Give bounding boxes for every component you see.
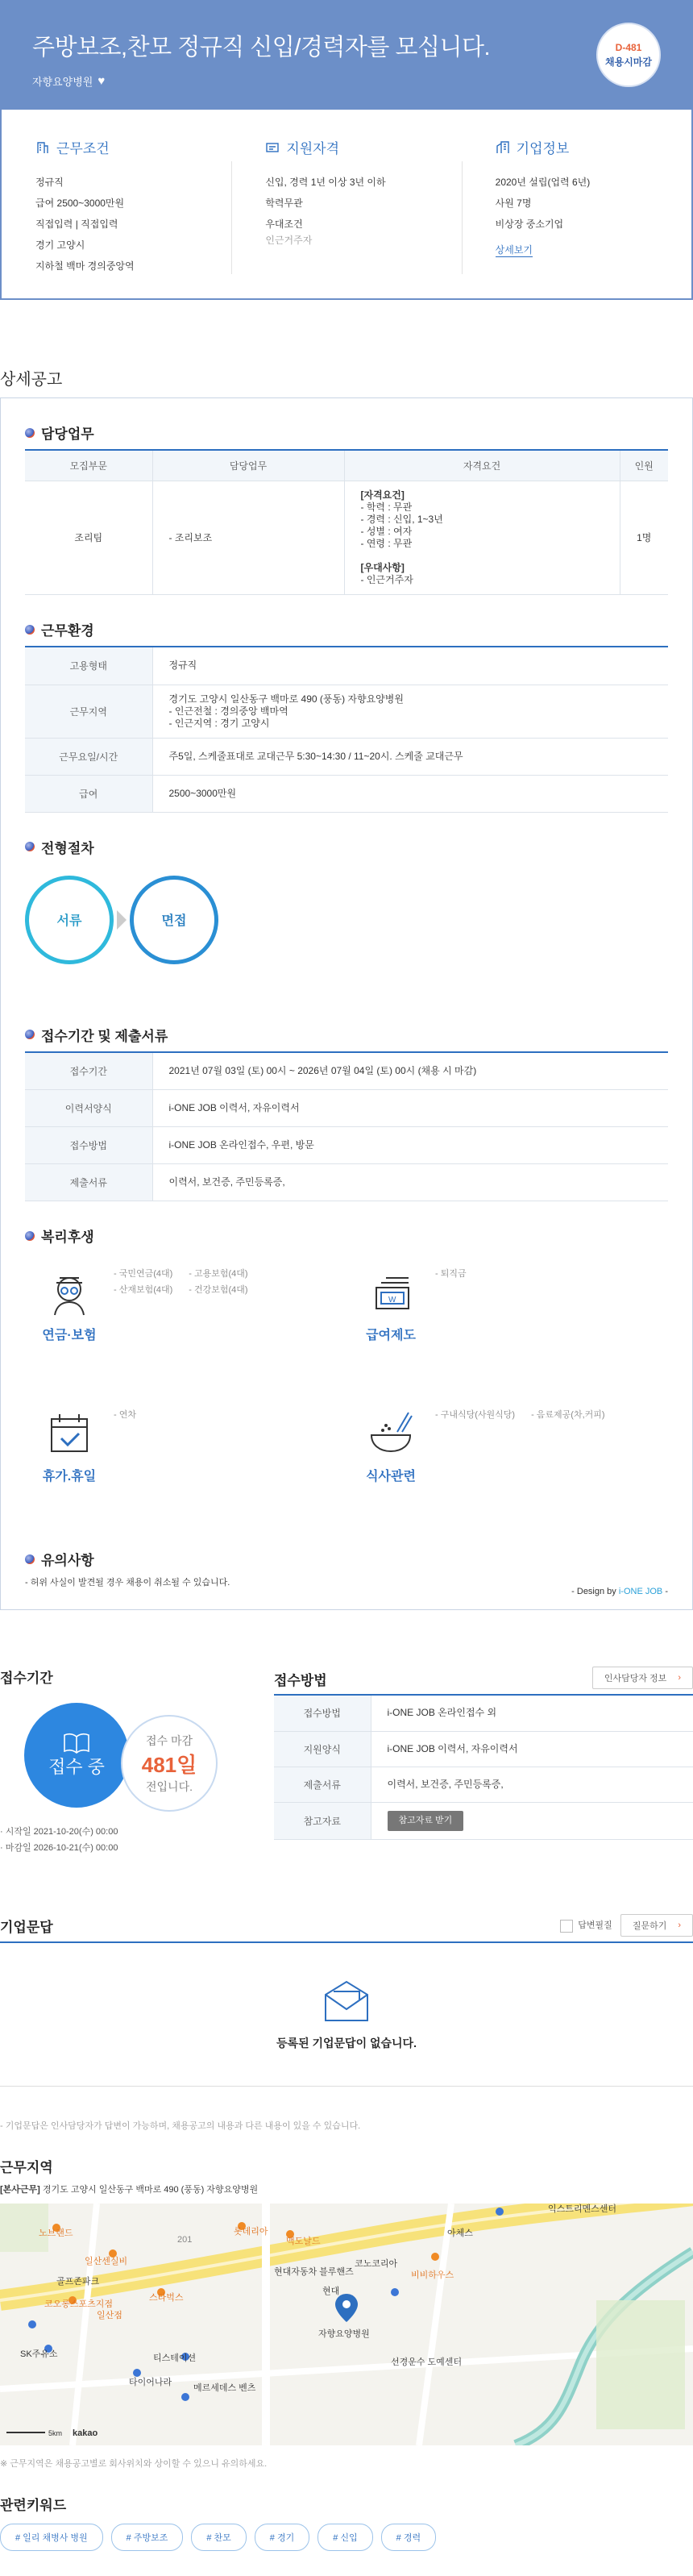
salary-wallet-icon <box>365 1267 417 1318</box>
env-key: 급여 <box>25 775 152 812</box>
welfare-label: 급여제도 <box>366 1329 416 1342</box>
map-label: 코오롱스포츠지점 <box>44 2299 114 2309</box>
req-line: - 학력 : 무관 <box>360 501 413 513</box>
company-line <box>32 73 693 89</box>
env-key: 고용형태 <box>25 647 152 685</box>
duty-heading <box>25 422 668 451</box>
rice-bowl-icon <box>365 1408 417 1459</box>
method-key: 접수방법 <box>274 1696 371 1731</box>
bullet-icon <box>25 1030 35 1039</box>
welfare-icon-box <box>25 1408 114 1549</box>
process-steps <box>25 864 668 976</box>
building-icon <box>35 140 50 155</box>
qa-empty-state <box>0 1943 693 2087</box>
location-map[interactable] <box>0 2204 693 2445</box>
env-key: 근무요일/시간 <box>25 738 152 775</box>
welfare-title: 복리후생 <box>41 1230 94 1245</box>
answered-filter[interactable] <box>560 1918 612 1932</box>
duty-table <box>25 451 668 595</box>
method-head <box>274 1667 693 1696</box>
deadline-label: 접수 마감 <box>146 1733 193 1747</box>
env-line: - 인근지역 : 경기 고양시 <box>168 717 270 729</box>
col-header: 담당업무 <box>152 451 344 481</box>
keyword-tag[interactable]: # 경기 <box>255 2524 309 2551</box>
apply-key: 접수방법 <box>25 1127 152 1164</box>
map-canvas[interactable] <box>0 2204 693 2445</box>
welfare-item: - 퇴직금 <box>435 1269 467 1279</box>
env-line: - 인근전철 : 경의중앙 백마역 <box>168 705 288 717</box>
apply-title: 접수기간 및 제출서류 <box>41 1028 168 1044</box>
method-key: 제출서류 <box>274 1767 371 1802</box>
apply-value: 이력서, 보건증, 주민등록증, <box>152 1164 668 1201</box>
design-brand: i-ONE JOB <box>618 1587 663 1596</box>
welfare-item: - 산재보험(4대) <box>114 1285 173 1295</box>
welfare-item: - 연차 <box>114 1410 136 1420</box>
start-date: · 시작일 2021-10-20(수) 00:00 <box>0 1827 118 1837</box>
map-label: 티스테이션 <box>153 2353 197 2363</box>
qualification-item: 학력무관 <box>265 198 303 209</box>
qa-title: 기업문답 <box>0 1919 53 1935</box>
map-label: 골프존파크 <box>56 2277 100 2287</box>
env-value: 주5일, 스케줄표대로 교대근무 5:30~14:30 / 11~20시. 스케줄 교대근무 <box>152 738 668 775</box>
period-title: 접수기간 <box>0 1671 53 1686</box>
map-brand: kakao <box>73 2428 98 2438</box>
job-header <box>0 0 693 110</box>
welfare-heading <box>25 1226 668 1252</box>
process-step: 면접 <box>130 876 218 964</box>
period-circles <box>0 1695 226 1816</box>
qa-empty-text: 등록된 기업문답이 없습니다. <box>276 2036 417 2050</box>
req-title: [자격요건] <box>360 489 405 501</box>
bullet-icon <box>25 1554 35 1564</box>
welfare-icon-box <box>25 1267 114 1408</box>
condition-item: 급여 2500~3000만원 <box>35 198 125 209</box>
company-title: 기업정보 <box>516 141 570 156</box>
map-label: 201 <box>177 2235 193 2245</box>
col-header: 자격요건 <box>344 451 620 481</box>
svg-text:W: W <box>388 1296 396 1305</box>
design-credit <box>571 1575 668 1596</box>
welfare-group <box>25 1408 346 1549</box>
pref-title: [우대사항] <box>360 562 405 573</box>
notice-row <box>25 1575 668 1596</box>
job-title: 주방보조,찬모 정규직 신입/경력자를 모십니다. <box>32 35 491 60</box>
table-row <box>274 1731 693 1767</box>
welfare-icon-box <box>346 1408 435 1549</box>
table-row <box>25 685 668 738</box>
condition-item: 지하철 백마 경의중앙역 <box>35 260 135 272</box>
map-label: 노브랜드 <box>39 2229 73 2238</box>
dday-label: 채용시마감 <box>605 56 652 68</box>
map-label: 선경운수 도예센터 <box>391 2358 463 2367</box>
duty-requirements <box>344 481 620 595</box>
apply-period <box>0 1667 226 1856</box>
duty-dept: 조리팀 <box>25 481 152 595</box>
method-value: i-ONE JOB 온라인접수 외 <box>371 1696 693 1731</box>
map-label: 현대자동차 블루핸즈 <box>274 2267 354 2277</box>
duty-title: 담당업무 <box>41 427 94 442</box>
pension-person-icon <box>44 1267 95 1318</box>
duty-task: - 조리보조 <box>152 481 344 595</box>
location-address-line <box>0 2183 693 2195</box>
env-title: 근무환경 <box>41 623 94 639</box>
apply-section <box>0 1667 693 1856</box>
deadline-suffix: 전입니다. <box>146 1779 193 1793</box>
deadline-days: 481일 <box>141 1752 197 1777</box>
apply-key: 접수기간 <box>25 1053 152 1090</box>
welfare-list <box>114 1267 299 1408</box>
env-key: 근무지역 <box>25 685 152 738</box>
qualification-item: 신입, 경력 1년 이상 3년 이하 <box>265 177 386 188</box>
company-item: 사원 7명 <box>495 198 532 209</box>
duty-count: 1명 <box>620 481 668 595</box>
dday-badge <box>596 23 661 87</box>
map-label: 자향요양병원 <box>318 2329 370 2339</box>
conditions-title: 근무조건 <box>56 141 110 156</box>
id-card-icon <box>265 140 280 155</box>
method-value <box>371 1802 693 1839</box>
map-scale: 5km <box>48 2429 63 2437</box>
bullet-icon <box>25 842 35 851</box>
ask-label: 질문하기 <box>632 1921 667 1931</box>
welfare-group <box>346 1408 668 1549</box>
table-row <box>274 1696 693 1731</box>
req-line: - 경력 : 신입, 1~3년 <box>360 514 443 525</box>
env-value <box>152 685 668 738</box>
welfare-grid <box>25 1252 668 1549</box>
qualification-item: 우대조건 <box>265 218 303 230</box>
table-row <box>274 1802 693 1839</box>
dday-count: D-481 <box>615 41 642 53</box>
bullet-icon <box>25 625 35 635</box>
apply-key: 제출서류 <box>25 1164 152 1201</box>
chevron-right-icon: › <box>678 1921 681 1930</box>
design-suffix: - <box>662 1587 668 1596</box>
env-value: 정규직 <box>152 647 668 685</box>
welfare-group <box>25 1267 346 1408</box>
table-row <box>25 647 668 685</box>
table-row <box>25 1090 668 1127</box>
company-heading <box>496 137 659 157</box>
book-icon <box>63 1733 90 1754</box>
envelope-icon <box>321 1979 372 2024</box>
heart-icon[interactable]: ♥ <box>98 74 106 88</box>
notice-text: - 허위 사실이 발견될 경우 채용이 취소될 수 있습니다. <box>25 1578 230 1588</box>
company-link[interactable]: 자향요양병원 <box>32 76 93 88</box>
keyword-list <box>0 2524 693 2551</box>
table-row <box>25 775 668 812</box>
process-step: 서류 <box>25 876 114 964</box>
qualifications-heading <box>265 137 429 157</box>
detail-box <box>0 397 693 1610</box>
period-dates <box>0 1824 226 1856</box>
bullet-icon <box>25 1231 35 1241</box>
deadline-circle <box>121 1715 218 1812</box>
welfare-list <box>114 1408 299 1549</box>
conditions-list <box>35 172 199 277</box>
summary-box <box>0 110 693 300</box>
bullet-icon <box>25 428 35 438</box>
condition-item: 정규직 <box>35 177 64 188</box>
condition-item: 경기 고양시 <box>35 239 85 251</box>
qa-section <box>0 1914 693 2132</box>
apply-method <box>274 1667 693 1856</box>
answered-label: 답변필질 <box>578 1921 612 1931</box>
apply-table <box>25 1053 668 1202</box>
welfare-label: 식사관련 <box>366 1470 416 1484</box>
welfare-label: 휴가.휴일 <box>42 1470 97 1484</box>
keyword-tag[interactable]: # 일리 채병사 병원 <box>0 2524 103 2551</box>
keywords-section <box>0 2494 693 2551</box>
env-heading <box>25 619 668 647</box>
welfare-label: 연금·보험 <box>42 1329 97 1342</box>
req-line: - 연령 : 무관 <box>360 538 413 549</box>
table-row <box>25 481 668 595</box>
welfare-list <box>435 1408 620 1549</box>
keywords-title: 관련키워드 <box>0 2498 67 2513</box>
table-row <box>25 738 668 775</box>
map-label: 메르세데스 벤츠 <box>193 2383 256 2393</box>
map-label: 현대 <box>322 2287 340 2296</box>
env-line: 경기도 고양시 일산동구 백마로 490 (풍동) 자향요양병원 <box>168 693 404 705</box>
map-label: 일산센실비 <box>85 2257 128 2266</box>
pref-line: - 인근거주자 <box>360 574 413 585</box>
keyword-tag[interactable]: # 주방보조 <box>111 2524 184 2551</box>
summary-conditions <box>2 137 231 298</box>
apply-value: 2021년 07월 03일 (토) 00시 ~ 2026년 07월 04일 (토) 00시 (채용 시 마감) <box>152 1053 668 1090</box>
company-list <box>496 172 659 235</box>
method-value: 이력서, 보건증, 주민등록증, <box>371 1767 693 1802</box>
summary-company <box>462 137 691 298</box>
location-label: [본사근무] <box>0 2185 40 2195</box>
apply-key: 이력서양식 <box>25 1090 152 1127</box>
method-table <box>274 1696 693 1840</box>
qualifications-list <box>265 172 429 246</box>
map-label: 비비하우스 <box>411 2270 454 2280</box>
map-label: 코노코리아 <box>355 2259 398 2269</box>
end-date: · 마감일 2026-10-21(수) 00:00 <box>0 1843 118 1853</box>
col-header: 인원 <box>620 451 668 481</box>
hr-contact-button[interactable] <box>592 1667 693 1689</box>
welfare-group <box>346 1267 668 1408</box>
chevron-right-icon <box>117 910 127 930</box>
location-section <box>0 2156 693 2470</box>
company-item: 2020년 설립(업력 6년) <box>495 177 591 188</box>
checkbox[interactable] <box>560 1920 573 1933</box>
apply-value: i-ONE JOB 이력서, 자유이력서 <box>152 1090 668 1127</box>
welfare-icon-box <box>346 1267 435 1408</box>
hr-contact-label: 인사담당자 정보 <box>604 1674 667 1683</box>
reference-download-button[interactable]: 참고자료 받기 <box>388 1811 464 1831</box>
status-circle <box>24 1703 129 1808</box>
status-text: 접수 중 <box>48 1756 105 1777</box>
detail-heading: 상세공고 <box>0 371 63 389</box>
welfare-item: - 구내식당(사원식당) <box>435 1410 516 1420</box>
location-title: 근무지역 <box>0 2160 53 2175</box>
table-row <box>25 1127 668 1164</box>
summary-qualifications <box>231 137 461 298</box>
map-label: 아체스 <box>447 2229 473 2238</box>
welfare-item: - 국민연금(4대) <box>114 1269 173 1279</box>
notice-heading <box>25 1549 668 1575</box>
table-row <box>274 1767 693 1802</box>
method-key: 지원양식 <box>274 1731 371 1767</box>
company-item: 비상장 중소기업 <box>495 218 564 230</box>
process-title: 전형절차 <box>41 840 94 856</box>
map-label: 타이어나라 <box>129 2378 172 2387</box>
notice-title: 유의사항 <box>41 1553 94 1568</box>
apply-value: i-ONE JOB 온라인접수, 우편, 방문 <box>152 1127 668 1164</box>
map-label: 일산점 <box>97 2311 122 2320</box>
location-note: ※ 근무지역은 채용공고별로 회사위치와 상이할 수 있으니 유의하세요. <box>0 2459 268 2469</box>
company-icon <box>496 140 510 155</box>
env-table <box>25 647 668 813</box>
method-title: 접수방법 <box>274 1673 327 1688</box>
apply-heading <box>25 1025 668 1053</box>
qa-note: - 기업문답은 인사담당자가 답변이 가능하며, 채용공고의 내용과 다른 내용이 있을 수 있습니다. <box>0 2121 361 2131</box>
chevron-right-icon: › <box>678 1673 681 1683</box>
process-heading <box>25 837 668 864</box>
condition-item: 직접입력 | 직접입력 <box>35 218 118 230</box>
col-header: 모집부문 <box>25 451 152 481</box>
welfare-item: - 고용보험(4대) <box>189 1269 248 1279</box>
location-address: 경기도 고양시 일산동구 백마로 490 (풍동) 자향요양병원 <box>42 2185 259 2195</box>
calendar-check-icon <box>44 1408 95 1459</box>
welfare-item: - 건강보험(4대) <box>189 1285 248 1295</box>
method-value: i-ONE JOB 이력서, 자유이력서 <box>371 1731 693 1767</box>
design-prefix: - Design by <box>571 1587 619 1596</box>
welfare-item: - 음료제공(차,커피) <box>531 1410 605 1420</box>
keyword-tag[interactable]: # 찬모 <box>191 2524 246 2551</box>
keyword-tag[interactable]: # 신입 <box>317 2524 372 2551</box>
welfare-list <box>435 1267 620 1408</box>
ask-question-button[interactable] <box>620 1914 693 1937</box>
map-label: SK주유소 <box>20 2349 58 2359</box>
table-header-row <box>25 451 668 481</box>
map-label: 익스트리멘스센터 <box>548 2204 617 2214</box>
qa-head <box>0 1914 693 1943</box>
company-more-link[interactable]: 상세보기 <box>495 244 533 256</box>
table-row <box>25 1053 668 1090</box>
req-line: - 성별 : 여자 <box>360 526 413 537</box>
qa-tools <box>560 1914 693 1937</box>
table-row <box>25 1164 668 1201</box>
qualification-muted: 인근거주자 <box>265 235 313 246</box>
env-value: 2500~3000만원 <box>152 775 668 812</box>
keyword-tag[interactable]: # 경력 <box>381 2524 436 2551</box>
map-label: 맥도날드 <box>286 2237 321 2246</box>
map-label: 롯데리아 <box>234 2227 268 2237</box>
conditions-heading <box>35 137 199 157</box>
method-key: 참고자료 <box>274 1802 371 1839</box>
map-label: 스타벅스 <box>149 2293 184 2303</box>
qualifications-title: 지원자격 <box>286 141 340 156</box>
